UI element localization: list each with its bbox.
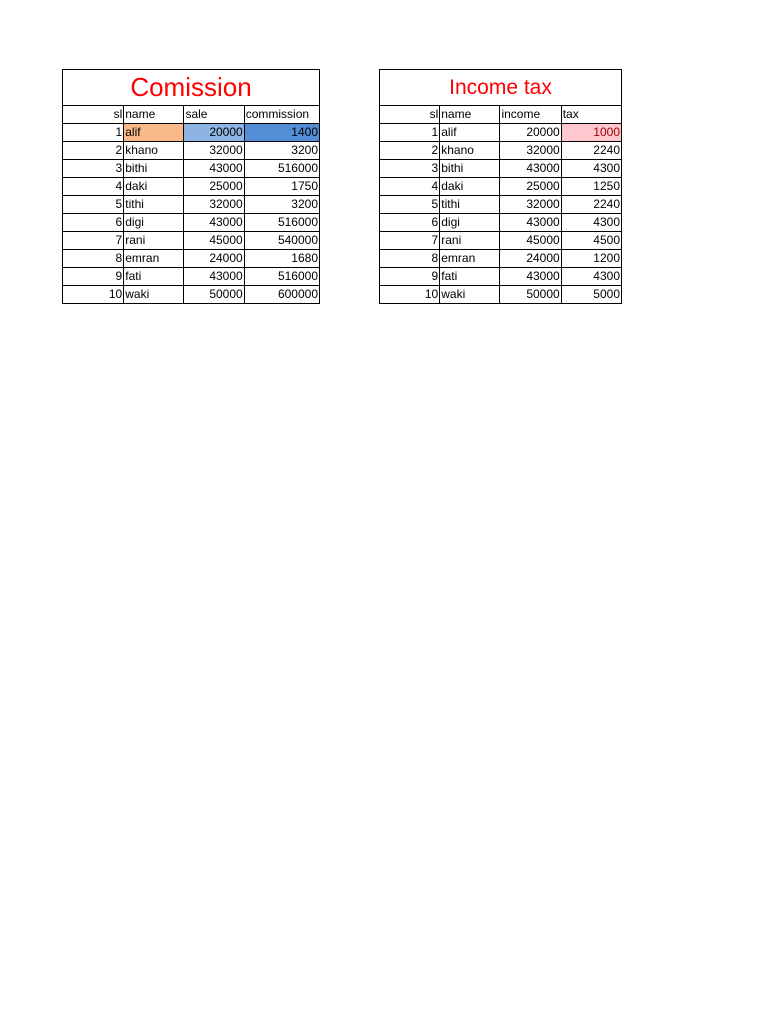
cell-name[interactable]: daki <box>440 178 500 196</box>
cell-name[interactable]: tithi <box>440 196 500 214</box>
header-name[interactable]: name <box>440 106 500 124</box>
cell-sale[interactable]: 25000 <box>184 178 244 196</box>
tax-title[interactable]: Income tax <box>380 70 622 106</box>
income-tax-table <box>379 69 622 304</box>
cell-tax[interactable]: 2240 <box>561 196 621 214</box>
cell-name[interactable]: rani <box>124 232 184 250</box>
header-name[interactable]: name <box>124 106 184 124</box>
cell-name[interactable]: digi <box>124 214 184 232</box>
cell-name[interactable]: alif <box>124 124 184 142</box>
cell-sl[interactable]: 6 <box>63 214 124 232</box>
cell-sale[interactable]: 43000 <box>184 160 244 178</box>
tax-header-row <box>380 106 622 124</box>
table-row <box>380 178 622 196</box>
cell-income[interactable]: 50000 <box>500 286 561 304</box>
header-sale[interactable]: sale <box>184 106 244 124</box>
cell-tax[interactable]: 1250 <box>561 178 621 196</box>
cell-sale[interactable]: 24000 <box>184 250 244 268</box>
cell-tax[interactable]: 2240 <box>561 142 621 160</box>
table-row <box>380 124 622 142</box>
cell-income[interactable]: 20000 <box>500 124 561 142</box>
table-row <box>380 268 622 286</box>
cell-sale[interactable]: 50000 <box>184 286 244 304</box>
cell-income[interactable]: 43000 <box>500 160 561 178</box>
cell-sl[interactable]: 9 <box>380 268 440 286</box>
cell-commission[interactable]: 1400 <box>244 124 319 142</box>
header-tax[interactable]: tax <box>561 106 621 124</box>
cell-sale[interactable]: 32000 <box>184 142 244 160</box>
cell-income[interactable]: 25000 <box>500 178 561 196</box>
cell-sl[interactable]: 5 <box>380 196 440 214</box>
cell-commission[interactable]: 516000 <box>244 268 319 286</box>
header-commission[interactable]: commission <box>244 106 319 124</box>
cell-sl[interactable]: 4 <box>63 178 124 196</box>
cell-commission[interactable]: 1750 <box>244 178 319 196</box>
cell-sale[interactable]: 32000 <box>184 196 244 214</box>
cell-income[interactable]: 32000 <box>500 196 561 214</box>
cell-sl[interactable]: 6 <box>380 214 440 232</box>
table-row <box>380 250 622 268</box>
table-row <box>380 286 622 304</box>
cell-sl[interactable]: 5 <box>63 196 124 214</box>
tax-title-row <box>380 70 622 106</box>
cell-commission[interactable]: 3200 <box>244 196 319 214</box>
cell-sale[interactable]: 43000 <box>184 268 244 286</box>
cell-name[interactable]: bithi <box>124 160 184 178</box>
cell-tax[interactable]: 5000 <box>561 286 621 304</box>
cell-tax[interactable]: 1200 <box>561 250 621 268</box>
cell-name[interactable]: fati <box>124 268 184 286</box>
table-row <box>63 286 320 304</box>
header-sl[interactable]: sl <box>380 106 440 124</box>
cell-name[interactable]: khano <box>124 142 184 160</box>
cell-tax[interactable]: 4300 <box>561 214 621 232</box>
cell-commission[interactable]: 540000 <box>244 232 319 250</box>
table-row <box>63 178 320 196</box>
table-row <box>63 214 320 232</box>
cell-name[interactable]: emran <box>124 250 184 268</box>
table-row <box>380 232 622 250</box>
cell-commission[interactable]: 1680 <box>244 250 319 268</box>
cell-income[interactable]: 43000 <box>500 214 561 232</box>
cell-tax[interactable]: 4300 <box>561 268 621 286</box>
cell-name[interactable]: alif <box>440 124 500 142</box>
table-row <box>63 250 320 268</box>
cell-sl[interactable]: 2 <box>63 142 124 160</box>
cell-sl[interactable]: 4 <box>380 178 440 196</box>
table-row <box>63 232 320 250</box>
cell-name[interactable]: waki <box>440 286 500 304</box>
cell-tax[interactable]: 1000 <box>561 124 621 142</box>
cell-sl[interactable]: 10 <box>63 286 124 304</box>
table-row <box>63 142 320 160</box>
cell-sl[interactable]: 3 <box>380 160 440 178</box>
cell-tax[interactable]: 4300 <box>561 160 621 178</box>
cell-sl[interactable]: 3 <box>63 160 124 178</box>
cell-tax[interactable]: 4500 <box>561 232 621 250</box>
cell-sl[interactable]: 1 <box>380 124 440 142</box>
cell-income[interactable]: 43000 <box>500 268 561 286</box>
cell-name[interactable]: rani <box>440 232 500 250</box>
cell-sale[interactable]: 20000 <box>184 124 244 142</box>
cell-income[interactable]: 32000 <box>500 142 561 160</box>
table-row <box>380 160 622 178</box>
cell-commission[interactable]: 516000 <box>244 160 319 178</box>
commission-header-row <box>63 106 320 124</box>
header-sl[interactable]: sl <box>63 106 124 124</box>
cell-income[interactable]: 45000 <box>500 232 561 250</box>
header-income[interactable]: income <box>500 106 561 124</box>
cell-name[interactable]: bithi <box>440 160 500 178</box>
cell-income[interactable]: 24000 <box>500 250 561 268</box>
cell-sl[interactable]: 2 <box>380 142 440 160</box>
cell-sl[interactable]: 8 <box>380 250 440 268</box>
cell-sl[interactable]: 7 <box>380 232 440 250</box>
table-row <box>63 196 320 214</box>
cell-sl[interactable]: 1 <box>63 124 124 142</box>
commission-title[interactable]: Comission <box>63 70 320 106</box>
table-row <box>63 268 320 286</box>
cell-name[interactable]: daki <box>124 178 184 196</box>
cell-sl[interactable]: 10 <box>380 286 440 304</box>
cell-sl[interactable]: 7 <box>63 232 124 250</box>
table-row <box>380 214 622 232</box>
cell-sale[interactable]: 45000 <box>184 232 244 250</box>
cell-name[interactable]: emran <box>440 250 500 268</box>
commission-title-row <box>63 70 320 106</box>
cell-name[interactable]: waki <box>124 286 184 304</box>
cell-commission[interactable]: 600000 <box>244 286 319 304</box>
table-row <box>63 160 320 178</box>
cell-name[interactable]: fati <box>440 268 500 286</box>
table-row <box>380 196 622 214</box>
cell-name[interactable]: digi <box>440 214 500 232</box>
cell-sl[interactable]: 9 <box>63 268 124 286</box>
cell-sl[interactable]: 8 <box>63 250 124 268</box>
cell-name[interactable]: khano <box>440 142 500 160</box>
cell-sale[interactable]: 43000 <box>184 214 244 232</box>
cell-commission[interactable]: 3200 <box>244 142 319 160</box>
table-row <box>63 124 320 142</box>
commission-table <box>62 69 320 304</box>
table-row <box>380 142 622 160</box>
cell-name[interactable]: tithi <box>124 196 184 214</box>
cell-commission[interactable]: 516000 <box>244 214 319 232</box>
